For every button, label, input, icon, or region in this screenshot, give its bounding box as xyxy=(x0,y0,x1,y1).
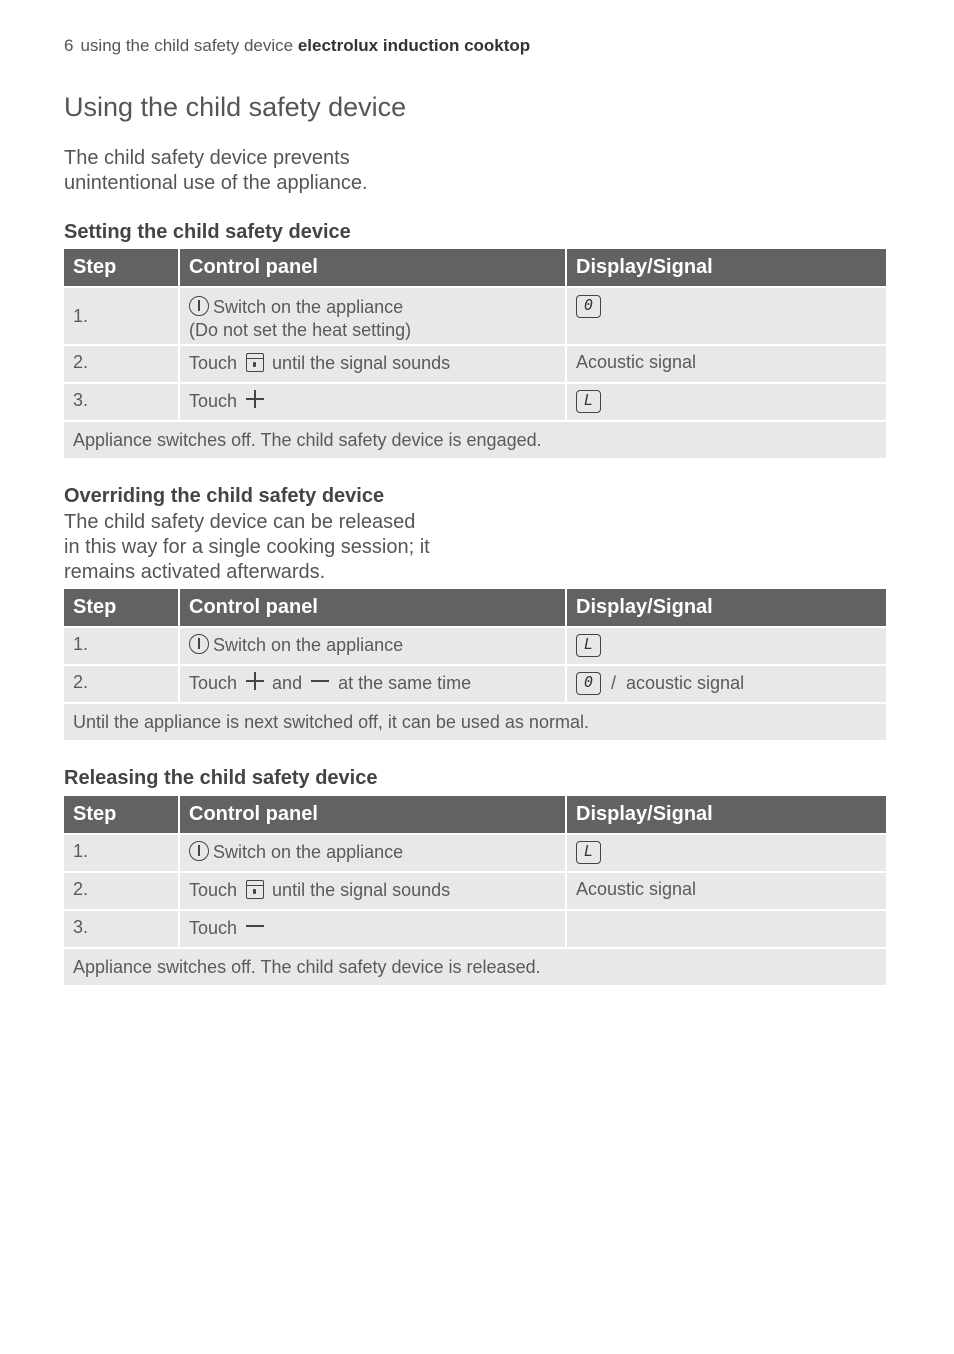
table-row xyxy=(64,911,886,947)
control-text: until the signal sounds xyxy=(272,352,451,373)
control-cell xyxy=(180,835,565,871)
table-row xyxy=(64,835,886,871)
display-cell: Acoustic signal xyxy=(567,873,886,909)
control-cell xyxy=(180,288,565,344)
display-cell: Acoustic signal xyxy=(567,346,886,382)
table-overriding xyxy=(62,587,888,742)
step-number: 2. xyxy=(64,346,178,382)
section-text xyxy=(64,510,484,585)
lock-key-icon xyxy=(246,353,264,372)
table-setting xyxy=(62,247,888,460)
control-text: Switch on the appliance xyxy=(213,296,404,317)
column-header-step: Step xyxy=(64,249,178,286)
column-header-step: Step xyxy=(64,796,178,833)
section-heading-releasing: Releasing the child safety device xyxy=(64,767,378,789)
control-text: Switch on the appliance xyxy=(213,634,404,655)
control-cell xyxy=(180,346,565,382)
power-icon xyxy=(189,296,209,316)
display-lock-icon: L xyxy=(576,841,601,864)
control-cell xyxy=(180,666,565,702)
power-icon xyxy=(189,841,209,861)
intro-line: The child safety device prevents xyxy=(64,147,350,169)
control-text: Touch xyxy=(189,917,238,938)
display-separator: / xyxy=(611,673,617,693)
page-title: Using the child safety device xyxy=(64,92,407,122)
step-number: 1. xyxy=(64,288,178,344)
display-cell xyxy=(567,666,886,702)
running-header xyxy=(64,36,530,56)
step-number: 2. xyxy=(64,873,178,909)
minus-icon xyxy=(246,917,264,935)
control-cell xyxy=(180,384,565,420)
table-row xyxy=(64,288,886,344)
table-note: Appliance switches off. The child safety device is engaged. xyxy=(64,422,886,458)
control-text: until the signal sounds xyxy=(272,879,451,900)
step-number: 3. xyxy=(64,911,178,947)
display-zero-icon: 0 xyxy=(576,295,601,318)
lock-key-icon xyxy=(246,880,264,899)
control-text: (Do not set the heat setting) xyxy=(189,319,412,340)
table-note: Until the appliance is next switched off, it can be used as normal. xyxy=(64,704,886,740)
power-icon xyxy=(189,634,209,654)
section-text-line: The child safety device can be released xyxy=(64,511,416,533)
minus-icon xyxy=(311,672,329,690)
step-number: 1. xyxy=(64,835,178,871)
control-cell xyxy=(180,628,565,664)
display-cell xyxy=(567,384,886,420)
header-product: electrolux induction cooktop xyxy=(297,36,531,55)
table-row xyxy=(64,704,886,740)
control-cell xyxy=(180,873,565,909)
section-heading-setting: Setting the child safety device xyxy=(64,221,351,243)
section-text-line: remains activated afterwards. xyxy=(64,561,326,583)
table-note: Appliance switches off. The child safety device is released. xyxy=(64,949,886,985)
control-text: Switch on the appliance xyxy=(213,841,404,862)
column-header-control: Control panel xyxy=(180,589,565,626)
column-header-control: Control panel xyxy=(180,249,565,286)
control-text: Touch xyxy=(189,672,238,693)
table-releasing xyxy=(62,794,888,987)
step-number: 3. xyxy=(64,384,178,420)
display-lock-icon: L xyxy=(576,634,601,657)
display-cell xyxy=(567,288,886,344)
display-text: acoustic signal xyxy=(626,673,745,693)
header-section: using the child safety device xyxy=(80,36,294,55)
table-row xyxy=(64,666,886,702)
section-heading-overriding: Overriding the child safety device xyxy=(64,485,385,507)
table-row xyxy=(64,422,886,458)
plus-icon xyxy=(246,672,264,690)
column-header-display: Display/Signal xyxy=(567,796,886,833)
control-text: and xyxy=(272,672,303,693)
display-lock-icon: L xyxy=(576,390,601,413)
column-header-step: Step xyxy=(64,589,178,626)
section-text-line: in this way for a single cooking session; it xyxy=(64,536,430,558)
intro-line: unintentional use of the appliance. xyxy=(64,172,368,194)
control-text: Touch xyxy=(189,390,238,411)
control-text: Touch xyxy=(189,879,238,900)
table-row xyxy=(64,873,886,909)
step-number: 1. xyxy=(64,628,178,664)
display-cell xyxy=(567,835,886,871)
column-header-control: Control panel xyxy=(180,796,565,833)
table-row xyxy=(64,384,886,420)
table-row xyxy=(64,949,886,985)
display-cell xyxy=(567,911,886,947)
column-header-display: Display/Signal xyxy=(567,249,886,286)
control-cell xyxy=(180,911,565,947)
control-text: at the same time xyxy=(338,672,472,693)
display-zero-icon: 0 xyxy=(576,672,601,695)
intro-text xyxy=(64,146,484,196)
table-row xyxy=(64,628,886,664)
column-header-display: Display/Signal xyxy=(567,589,886,626)
control-text: Touch xyxy=(189,352,238,373)
step-number: 2. xyxy=(64,666,178,702)
table-row xyxy=(64,346,886,382)
plus-icon xyxy=(246,390,264,408)
page-number: 6 xyxy=(64,36,74,55)
display-cell xyxy=(567,628,886,664)
